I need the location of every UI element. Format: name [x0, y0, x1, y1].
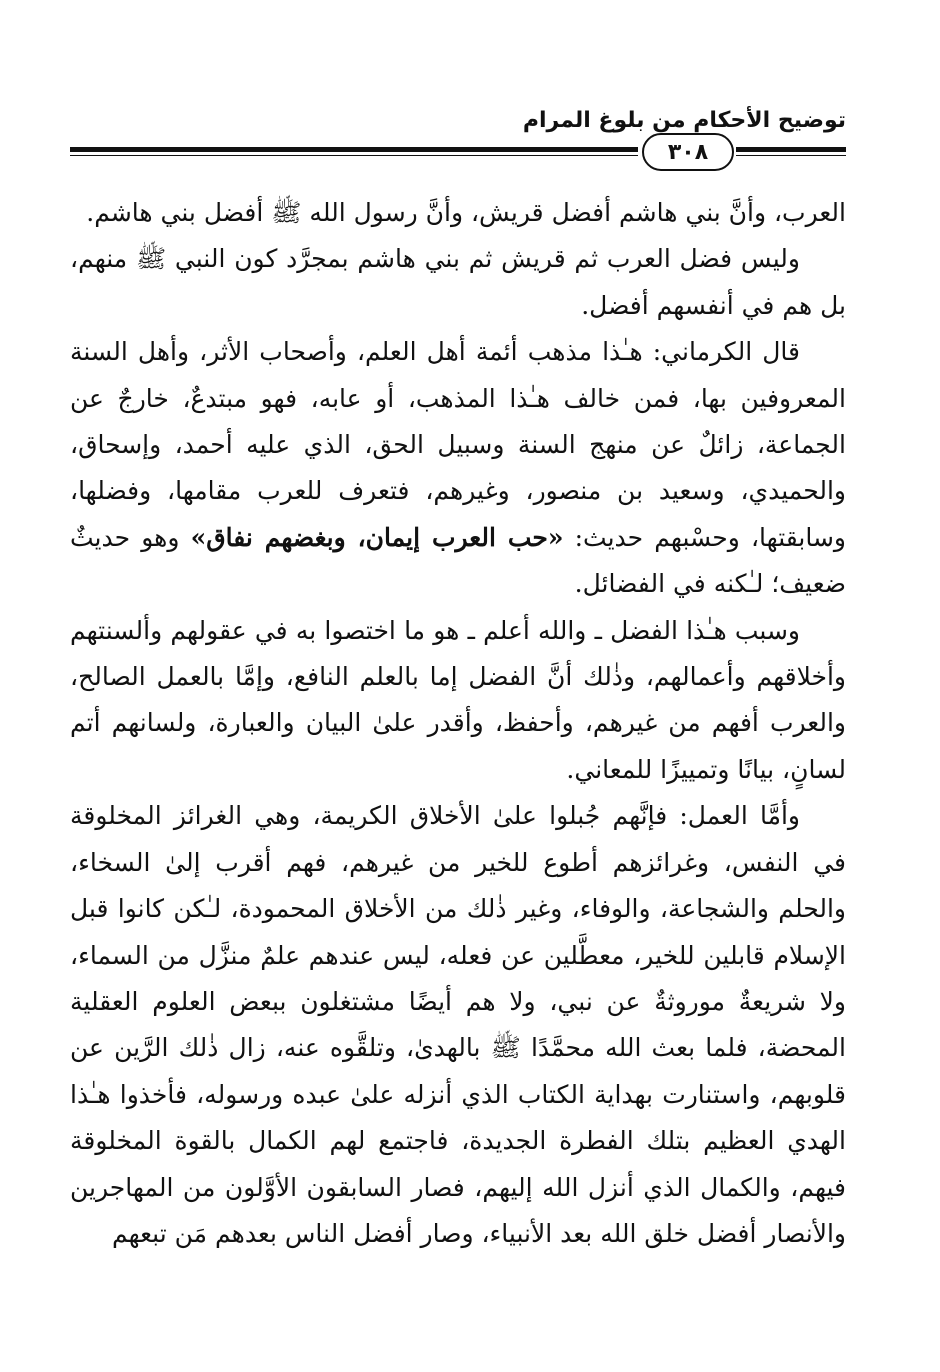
hadith-quote: «حب العرب إيمان، وبغضهم نفاق» [190, 522, 564, 552]
header-rule-left-thin [70, 155, 638, 156]
page-header [70, 100, 846, 170]
paragraph-3 [70, 329, 846, 607]
page-number: ٣٠٨ [642, 133, 734, 171]
paragraph-1: العرب، وأنَّ بني هاشم أفضل قريش، وأنَّ رسول الله ﷺ أفضل بني هاشم. [86, 198, 846, 227]
header-rule-right-thin [736, 155, 846, 156]
body-text [70, 190, 846, 1257]
paragraph-5: وأمَّا العمل: فإنَّهم جُبلوا علىٰ الأخلاق الكريمة، وهي الغرائز المخلوقة في النفس، وغرائزهم أطوع للخير من غيرهم، فهم أقرب إلىٰ السخاء، والحلم والشجاعة، والوفاء، وغير ذٰلك من الأخلاق المحمودة، لـٰكن كانوا قبل الإسلام قابلين للخير، معطَّلين عن فعله، ليس عندهم علمٌ منزَّل من السماء، ولا شريعةٌ موروثةٌ عن نبي، ولا هم أيضًا مشتغلون ببعض العلوم العقلية المحضة، فلما بعث الله محمَّدًا ﷺ بالهدىٰ، وتلقَّوه عنه، زال ذٰلك الرَّين عن قلوبهم، واستنارت بهداية الكتاب الذي أنزله علىٰ عبده ورسوله، فأخذوا هـٰذا الهدي العظيم بتلك الفطرة الجديدة، فاجتمع لهم الكمال بالقوة المخلوقة فيهم، والكمال الذي أنزل الله إليهم، فصار السابقون الأوَّلون من المهاجرين والأنصار أفضل خلق الله بعد الأنبياء، وصار أفضل الناس بعدهم مَن تبعهم [70, 801, 846, 1248]
book-title: توضيح الأحكام من بلوغ المرام [522, 108, 846, 133]
paragraph-2: وليس فضل العرب ثم قريش ثم بني هاشم بمجرَّد كون النبي ﷺ منهم، بل هم في أنفسهم أفضل. [70, 244, 846, 320]
paragraph-3-start: قال الكرماني: هـٰذا مذهب أئمة أهل العلم، وأصحاب الأثر، وأهل السنة المعروفين بها، فمن خالف هـٰذا المذهب، أو عابه، فهو مبتدعٌ، خارجٌ عن الجماعة، زائلٌ عن منهج السنة وسبيل الحق، الذي عليه أحمد، وإسحاق، والحميدي، وسعيد بن منصور، وغيرهم، فتعرف للعرب مقامها، وفضلها، وسابقتها، وحسْبهم حديث: [70, 337, 846, 552]
paragraph-4: وسبب هـٰذا الفضل ـ والله أعلم ـ هو ما اختصوا به في عقولهم وألسنتهم وأخلاقهم وأعمالهم، وذٰلك أنَّ الفضل إما بالعلم النافع، وإمَّا بالعمل الصالح، والعرب أفهم من غيرهم، وأحفظ، وأقدر علىٰ البيان والعبارة، ولسانهم أتم لسانٍ، بيانًا وتمييزًا للمعاني. [70, 615, 846, 784]
header-rule-right [736, 147, 846, 152]
header-rule-left [70, 147, 638, 152]
paragraph-3-end: وهو حديثٌ ضعيف؛ لـٰكنه في الفضائل. [70, 522, 846, 599]
